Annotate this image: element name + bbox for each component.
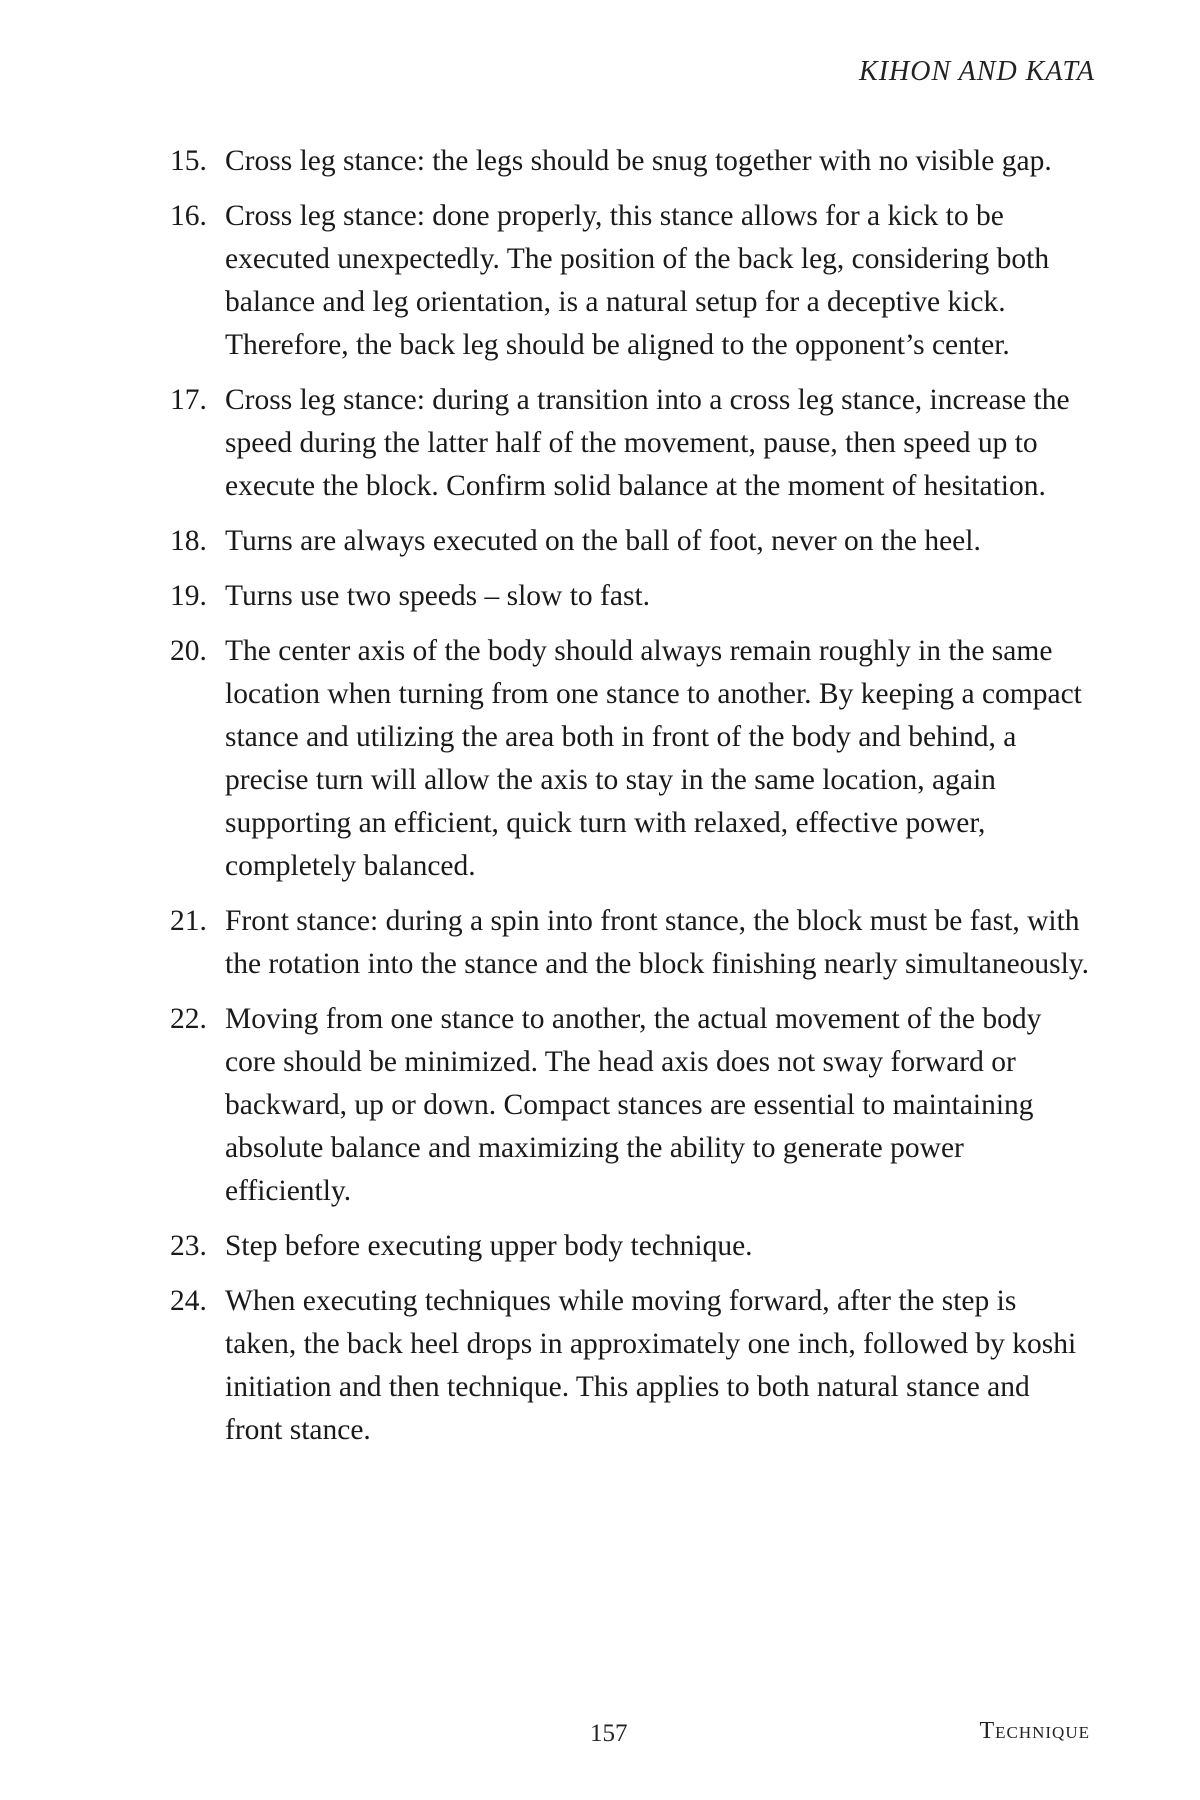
running-head: KIHON AND KATA xyxy=(859,56,1095,87)
item-number: 22. xyxy=(170,1003,207,1035)
item-number: 24. xyxy=(170,1285,207,1317)
list-item xyxy=(170,998,1090,1213)
item-number: 16. xyxy=(170,200,207,232)
item-text: Cross leg stance: the legs should be snug together with no visible gap. xyxy=(225,145,1052,177)
item-text: Turns are always executed on the ball of foot, never on the heel. xyxy=(225,525,981,557)
item-text: Turns use two speeds – slow to fast. xyxy=(225,580,651,612)
list-item xyxy=(170,140,1090,183)
section-footer: Technique xyxy=(979,1718,1090,1744)
item-text: Moving from one stance to another, the actual movement of the body core should be minimized. The head axis does not sway forward or backward, up or down. Compact stances are essential to maintaining absolute balance and maximizing the ability to generate power efficiently. xyxy=(225,1003,1042,1207)
page-number: 157 xyxy=(590,1720,628,1747)
numbered-list xyxy=(170,140,1090,1464)
item-text: Step before executing upper body technique. xyxy=(225,1230,753,1262)
item-number: 17. xyxy=(170,384,207,416)
item-number: 19. xyxy=(170,580,207,612)
item-number: 23. xyxy=(170,1230,207,1262)
item-number: 21. xyxy=(170,905,207,937)
item-text: Front stance: during a spin into front stance, the block must be fast, with the rotation into the stance and the block finishing nearly simultaneously. xyxy=(225,905,1090,980)
list-item xyxy=(170,195,1090,367)
item-text: When executing techniques while moving forward, after the step is taken, the back heel drops in approximately one inch, followed by koshi initiation and then technique. This applies to both natural stance and front stance. xyxy=(225,1285,1077,1446)
list-item xyxy=(170,1280,1090,1452)
item-number: 15. xyxy=(170,145,207,177)
item-text: Cross leg stance: during a transition into a cross leg stance, increase the speed during the latter half of the movement, pause, then speed up to execute the block. Confirm solid balance at the moment of hesitation. xyxy=(225,384,1070,502)
list-item xyxy=(170,630,1090,888)
list-item xyxy=(170,520,1090,563)
list-item xyxy=(170,900,1090,986)
list-item xyxy=(170,575,1090,618)
item-number: 20. xyxy=(170,635,207,667)
list-item xyxy=(170,1225,1090,1268)
item-text: Cross leg stance: done properly, this stance allows for a kick to be executed unexpectedly. The position of the back leg, considering both balance and leg orientation, is a natural setup for a deceptive kick. Therefore, the back leg should be aligned to the opponent’s center. xyxy=(225,200,1050,361)
list-item xyxy=(170,379,1090,508)
item-number: 18. xyxy=(170,525,207,557)
item-text: The center axis of the body should always remain roughly in the same location when turning from one stance to another. By keeping a compact stance and utilizing the area both in front of the body and behind, a precise turn will allow the axis to stay in the same location, again supporting an efficient, quick turn with relaxed, effective power, completely balanced. xyxy=(225,635,1082,882)
